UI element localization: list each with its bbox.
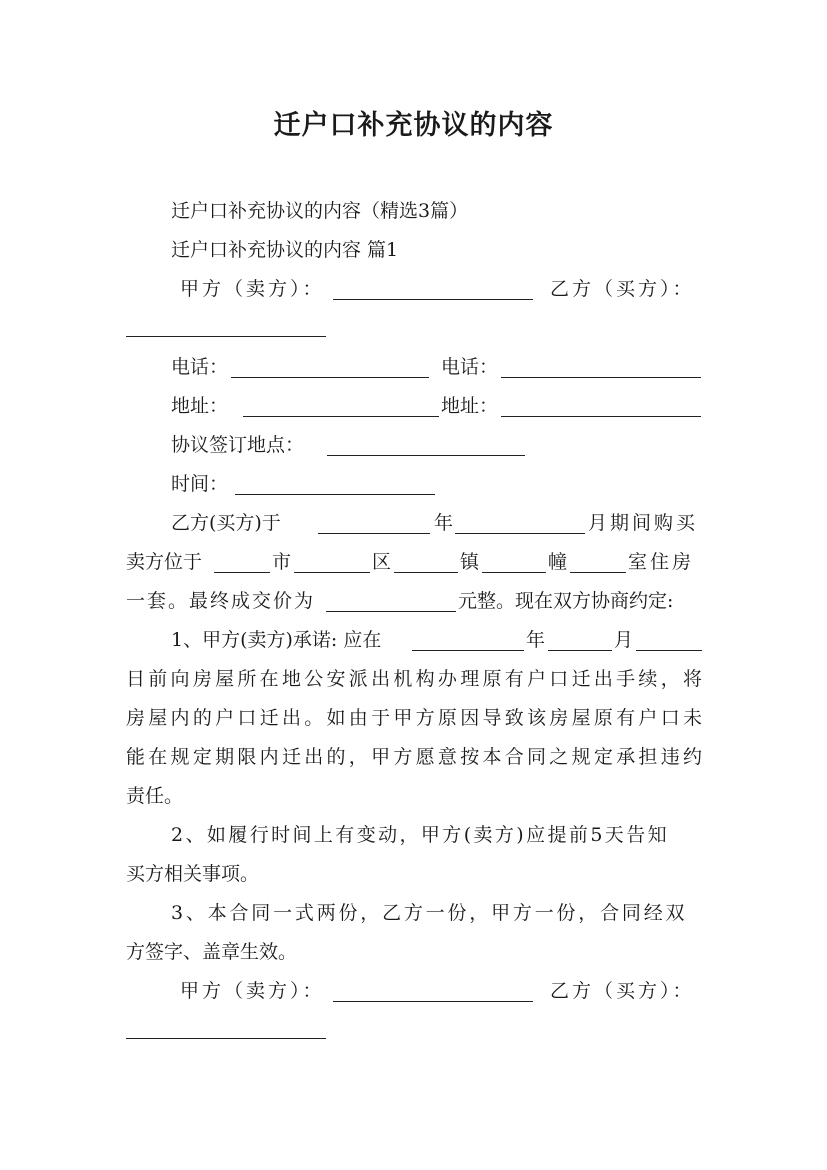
page-title: 迁户口补充协议的内容: [273, 110, 554, 141]
p1-line1-c: 月期间购买: [588, 512, 699, 534]
c1-month-blank: [548, 632, 612, 651]
time-label: 时间：: [171, 473, 229, 495]
c1-line4: 能在规定期限内迁出的，甲方愿意按本合同之规定承担违约: [126, 746, 702, 768]
p1-line2-d: 镇: [460, 551, 480, 573]
party-b-label-2: 乙方（买方）：: [550, 980, 695, 1002]
party-a-label-2: 甲方（卖方）：: [180, 980, 325, 1002]
address-a-blank: [243, 398, 439, 417]
p1-line2-a: 卖方位于: [126, 551, 203, 573]
c1-line1-a: 1、甲方(卖方)承诺: 应在: [171, 629, 382, 651]
p1-line3-a: 一套。最终成交价为: [126, 590, 316, 612]
party-b-label: 乙方（买方）：: [550, 278, 695, 300]
p1-city-blank: [214, 554, 270, 573]
p1-town-blank: [394, 554, 458, 573]
p1-line2-f: 室住房: [628, 551, 695, 573]
party-b-blank: [126, 318, 326, 337]
c1-year-blank: [412, 632, 524, 651]
sign-place-blank: [327, 437, 525, 456]
p1-line2-b: 市: [272, 551, 292, 573]
time-blank: [235, 476, 435, 495]
subtitle: 迁户口补充协议的内容（精选3篇）: [171, 200, 469, 222]
phone-a-blank: [231, 359, 429, 378]
c1-line2: 日前向房屋所在地公安派出机构办理原有户口迁出手续，将: [126, 668, 702, 690]
p1-line3-b: 元整。现在双方协商约定:: [458, 590, 674, 612]
phone-label-a: 电话：: [171, 356, 229, 378]
p1-line2-e: 幢: [548, 551, 568, 573]
p1-district-blank: [294, 554, 370, 573]
address-label-b: 地址：: [441, 395, 499, 417]
c1-line5: 责任。: [126, 785, 184, 807]
party-a-label: 甲方（卖方）：: [180, 278, 325, 300]
c1-line1-c: 月: [614, 629, 634, 651]
c3-line2: 方签字、盖章生效。: [126, 941, 298, 963]
p1-building-blank: [482, 554, 546, 573]
c1-day-blank: [636, 632, 702, 651]
p1-year-blank: [318, 515, 430, 534]
address-b-blank: [501, 398, 701, 417]
party-a-blank-2: [333, 983, 533, 1002]
c1-line1-b: 年: [526, 629, 546, 651]
sign-place-label: 协议签订地点：: [171, 434, 305, 456]
p1-month-blank: [455, 515, 585, 534]
c2-line2: 买方相关事项。: [126, 863, 260, 885]
phone-label-b: 电话：: [441, 356, 499, 378]
c3-line1: 3、本合同一式两份，乙方一份，甲方一份，合同经双: [171, 902, 688, 924]
section-heading: 迁户口补充协议的内容 篇1: [171, 239, 399, 261]
party-b-blank-2: [126, 1020, 326, 1039]
p1-line2-c: 区: [372, 551, 392, 573]
c1-line3: 房屋内的户口迁出。如由于甲方原因导致该房屋原有户口未: [126, 707, 702, 729]
p1-price-blank: [326, 593, 456, 612]
address-label-a: 地址：: [171, 395, 229, 417]
p1-line1-a: 乙方(买方)于: [171, 512, 281, 534]
p1-room-blank: [570, 554, 626, 573]
p1-line1-b: 年: [434, 512, 454, 534]
c2-line1: 2、如履行时间上有变动，甲方(卖方)应提前5天告知: [171, 824, 670, 846]
party-a-blank: [333, 281, 533, 300]
phone-b-blank: [501, 359, 701, 378]
